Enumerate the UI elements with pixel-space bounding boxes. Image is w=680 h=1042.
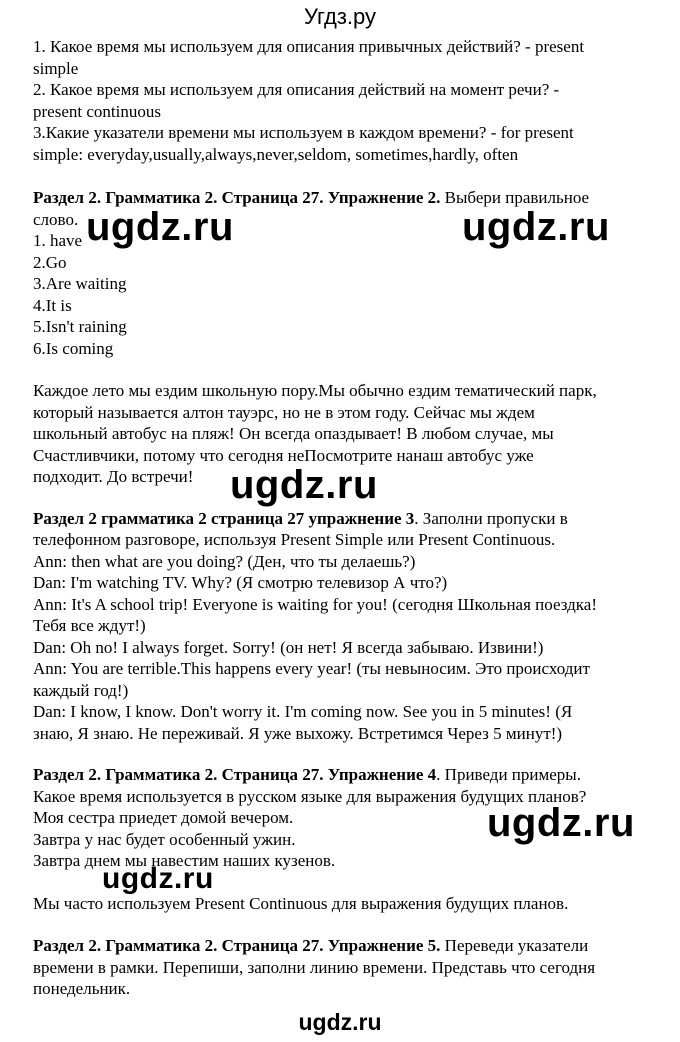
dialogue-line: Dan: Oh no! I always forget. Sorry! (он нет! Я всегда забываю. Извини!): [33, 637, 544, 657]
dialogue-line: Ann: then what are you doing? (Ден, что ты делаешь?): [33, 551, 416, 571]
site-footer: ugdz.ru: [298, 1009, 382, 1035]
intro-line: 2. Какое время мы используем для описания действий на момент речи? -: [33, 80, 560, 99]
exercise-5-heading-bold: Раздел 2. Грамматика 2. Страница 27. Упражнение 5.: [33, 936, 441, 955]
intro-line: 1. Какое время мы используем для описания привычных действий? - present: [33, 37, 585, 56]
exercise-3-heading-bold: Раздел 2 грамматика 2 страница 27 упражнение 3: [33, 508, 415, 528]
exercise-4-heading-bold: Раздел 2. Грамматика 2. Страница 27. Упражнение 4: [33, 765, 437, 784]
exercise-4-line: Завтра у нас будет особенный ужин.: [33, 829, 296, 849]
watermark: ugdz.ru: [86, 205, 234, 249]
translation-line: Каждое лето мы ездим школьную пору.Мы обычно ездим тематический парк,: [33, 381, 597, 400]
translation-line: который называется алтон тауэрс, но не в этом году. Сейчас мы ждем: [33, 402, 535, 422]
exercise-5-heading: [33, 935, 653, 957]
dialogue-line: Dan: I'm watching TV. Why? (Я смотрю телевизор А что?): [33, 573, 448, 592]
exercise-4-line: Какое время используется в русском языке для выражения будущих планов?: [33, 786, 587, 806]
answer-item: 2.Go: [33, 252, 67, 272]
exercise-3: [33, 508, 653, 745]
dialogue-line: Ann: You are terrible.This happens every year! (ты невыносим. Это происходит: [33, 659, 590, 678]
dialogue-line: Dan: I know, I know. Don't worry it. I'm coming now. See you in 5 minutes! (Я: [33, 702, 573, 721]
dialogue-line: каждый год!): [33, 680, 129, 700]
exercise-4-line: Завтра днем мы навестим наших кузенов.: [33, 851, 336, 870]
watermark: ugdz.ru: [487, 801, 635, 845]
watermark: ugdz.ru: [102, 862, 214, 895]
intro-line: simple: everyday,usually,always,never,seldom, sometimes,hardly, often: [33, 144, 519, 164]
site-header: Угдз.ру: [303, 4, 377, 29]
translation-line: школьный автобус на пляж! Он всегда опаздывает! В любом случае, мы: [33, 424, 554, 443]
dialogue-line: знаю, Я знаю. Не переживай. Я уже выхожу. Встретимся Через 5 минут!): [33, 723, 563, 743]
exercise-2-heading-cont: слово.: [33, 209, 79, 229]
watermark: ugdz.ru: [230, 463, 378, 507]
exercise-4-conclusion: Мы часто используем Present Continuous для выражения будущих планов.: [33, 893, 569, 913]
exercise-2-heading-text: Выбери правильное: [440, 188, 590, 207]
exercise-4-heading: [33, 764, 653, 786]
exercise-3-heading: [33, 508, 653, 530]
dialogue-line: Ann: It's A school trip! Everyone is waiting for you! (сегодня Школьная поездка!: [33, 594, 597, 614]
answer-item: 3.Are waiting: [33, 274, 127, 293]
exercise-5: [33, 935, 653, 1000]
intro-line: 3.Какие указатели времени мы используем в каждом времени? - for present: [33, 123, 574, 142]
intro-questions: [33, 36, 653, 165]
intro-line: present continuous: [33, 101, 161, 121]
watermark: ugdz.ru: [462, 205, 610, 249]
exercise-3-heading-cont: телефонном разговоре, используя Present Simple или Present Continuous.: [33, 530, 556, 549]
translation-line: подходит. До встречи!: [33, 467, 194, 486]
dialogue-line: Тебя все ждут!): [33, 616, 146, 635]
answer-item: 4.It is: [33, 295, 72, 315]
exercise-4-line: Моя сестра приедет домой вечером.: [33, 808, 294, 827]
intro-line: simple: [33, 58, 79, 78]
answer-item: 5.Isn't raining: [33, 317, 127, 336]
exercise-4-heading-text: . Приведи примеры.: [436, 765, 581, 784]
exercise-5-heading-text: Переведи указатели: [440, 936, 589, 955]
exercise-3-heading-text: . Заполни пропуски в: [414, 508, 568, 528]
exercise-5-line: понедельник.: [33, 979, 131, 998]
exercise-2-heading-bold: Раздел 2. Грамматика 2. Страница 27. Упражнение 2.: [33, 188, 441, 207]
document-content: [33, 36, 653, 1000]
answer-item: 6.Is coming: [33, 338, 114, 358]
translation-line: Счастливчики, потому что сегодня неПосмотрите нанаш автобус уже: [33, 445, 534, 465]
exercise-5-line: времени в рамки. Перепиши, заполни линию времени. Представь что сегодня: [33, 957, 596, 977]
answer-item: 1. have: [33, 231, 83, 250]
